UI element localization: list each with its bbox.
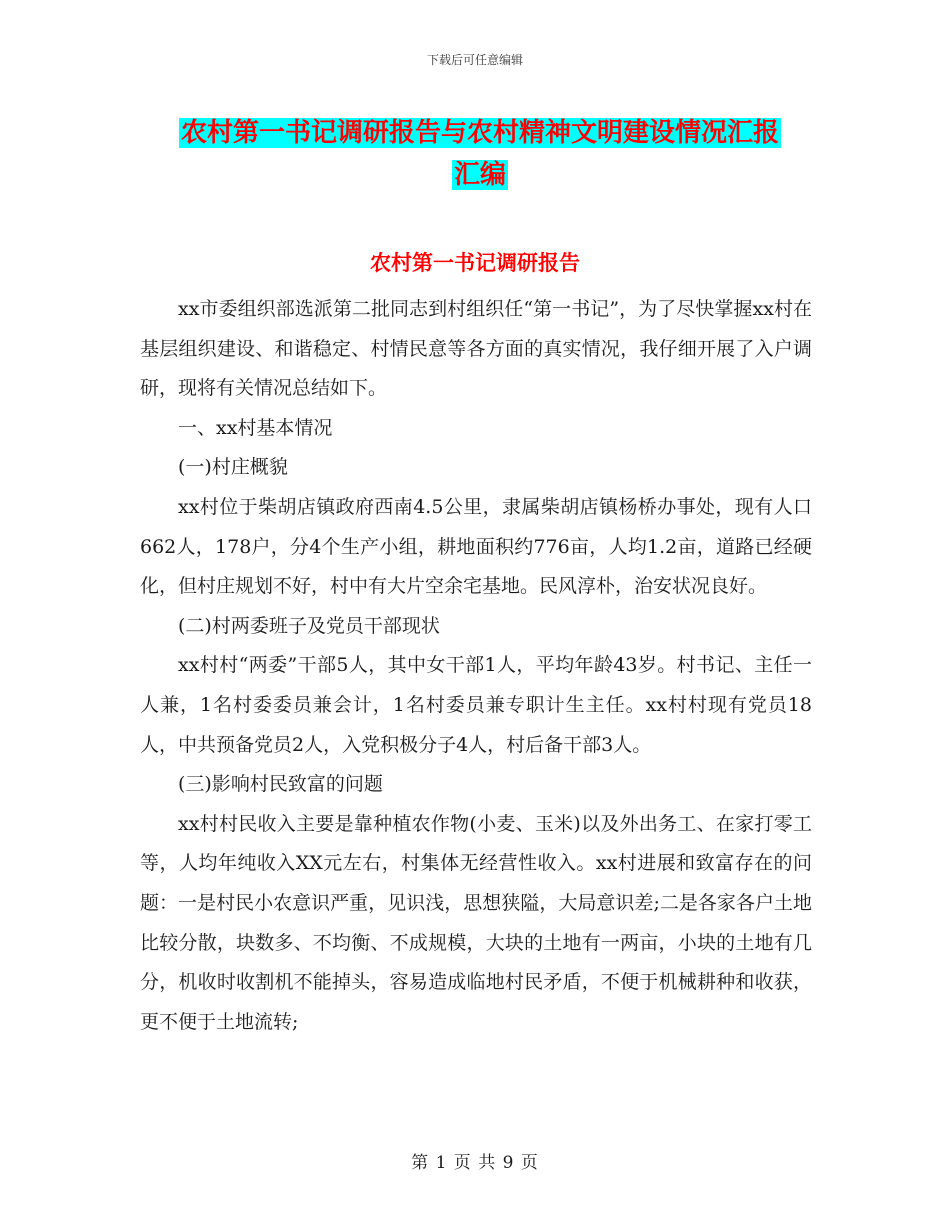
subheading-committee-status: (二)村两委班子及党员干部现状 (178, 614, 440, 637)
page-number: 第 1 页 共 9 页 (411, 1153, 539, 1173)
subheading-village-overview: (一)村庄概貌 (178, 456, 288, 479)
paragraph-committee-status: xx村村“两委”干部5人，其中女干部1人，平均年龄43岁。村书记、主任一人兼，1名村委委员兼会计，1名村委员兼专职计生主任。xx村村现有党员18人，中共预备党员2人，入党积极分子4人，村后备干部3人。 (140, 654, 812, 756)
main-title-line2: 汇编 (453, 160, 506, 190)
section-title: 农村第一书记调研报告 (370, 251, 580, 275)
subheading-wealth-problems: (三)影响村民致富的问题 (178, 773, 383, 796)
paragraph-wealth-problems: xx村村民收入主要是靠种植农作物(小麦、玉米)以及外出务工、在家打零工等，人均年纯收入XX元左右，村集体无经营性收入。xx村进展和致富存在的问题：一是村民小农意识严重，见识浅，思想狭隘，大局意识差;二是各家各户土地比较分散，块数多、不均衡、不成规模，大块的土地有一两亩，小块的土地有几分，机收时收割机不能掉头，容易造成临地村民矛盾，不便于机械耕种和收获，更不便于土地流转; (140, 812, 812, 1033)
document-main-title (140, 112, 820, 196)
document-body (140, 290, 812, 1042)
paragraph-village-overview: xx村位于柴胡店镇政府西南4.5公里，隶属柴胡店镇杨桥办事处，现有人口662人，178户，分4个生产小组，耕地面积约776亩，人均1.2亩，道路已经硬化，但村庄规划不好，村中有大片空余宅基地。民风淳朴，治安状况良好。 (140, 495, 812, 598)
main-title-line1: 农村第一书记调研报告与农村精神文明建设情况汇报 (180, 118, 779, 148)
paragraph-intro: xx市委组织部选派第二批同志到村组织任“第一书记”，为了尽快掌握xx村在基层组织建设、和谐稳定、村情民意等各方面的真实情况，我仔细开展了入户调研，现将有关情况总结如下。 (140, 298, 812, 400)
page-header-note: 下载后可任意编辑 (426, 53, 523, 67)
heading-basic-situation: 一、xx村基本情况 (178, 416, 333, 439)
